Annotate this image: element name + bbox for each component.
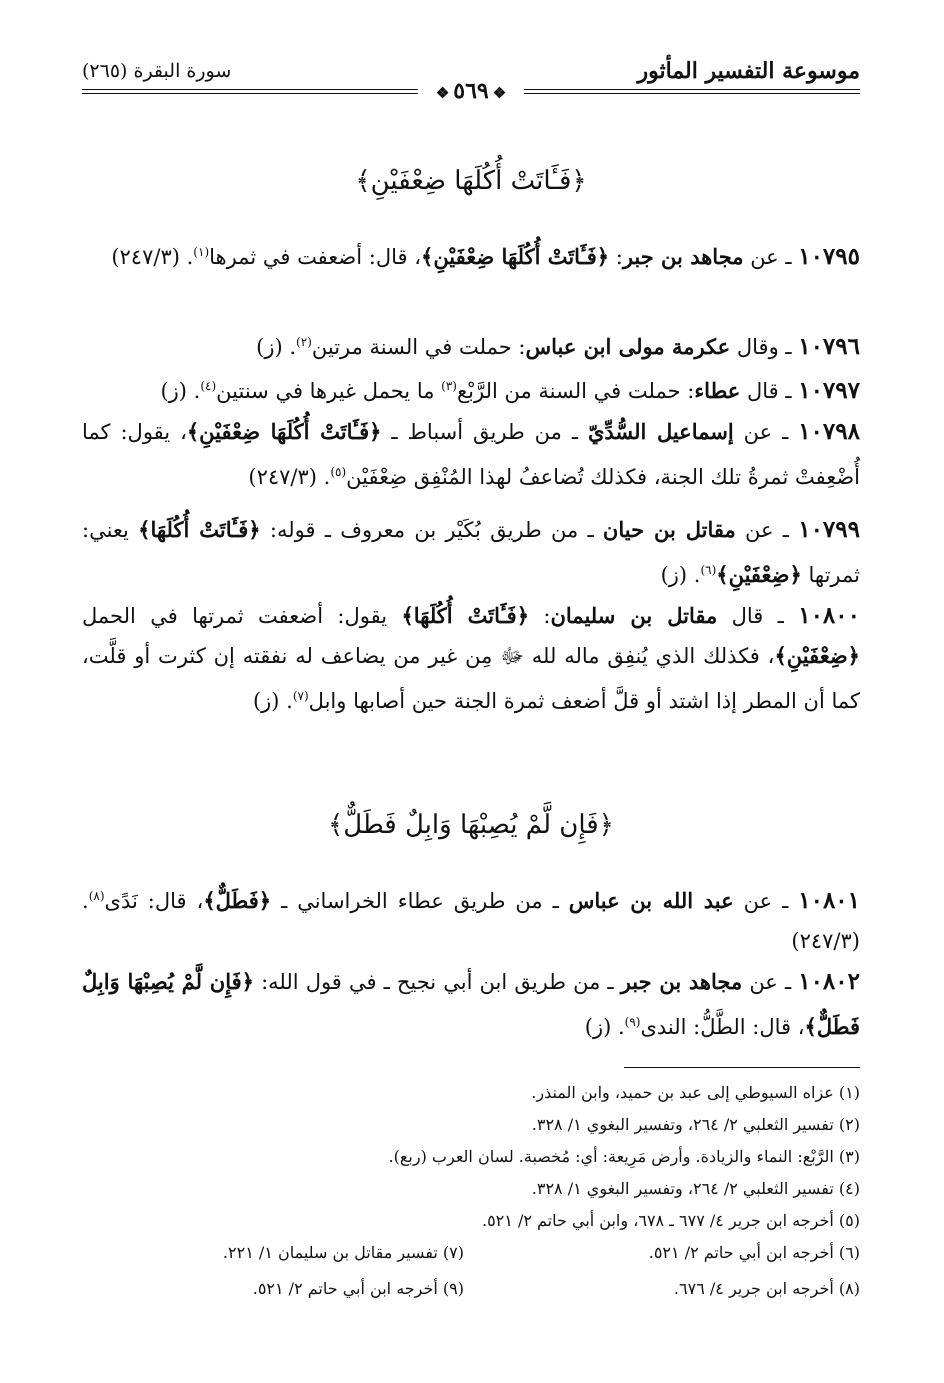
text-run: ، قال: أضعفت في ثمرها [209, 245, 422, 269]
text-run: ـ من طريق بُكَيْر بن معروف ـ قوله: [260, 518, 603, 542]
text-run: ـ وقال [730, 335, 799, 359]
text-run: ، قال: نَدًى [104, 889, 204, 913]
volume-page-ref: (٢٤٧/٣) [248, 465, 317, 489]
footnote-marker: (٨) [88, 889, 105, 903]
footnote: (٥) أخرجه ابن جرير ٤/ ٦٧٧ ـ ٦٧٨، وابن أبي حاتم ٢/ ٥٢١. [481, 1211, 860, 1230]
paragraph [82, 876, 860, 961]
text-run: ، قال: الطَّلُّ: الندى [640, 1015, 805, 1039]
text-run: ما يحمل غيرها في سنتين [216, 379, 442, 403]
paragraph [82, 596, 860, 721]
running-header [82, 52, 860, 102]
text-run: . [82, 889, 89, 913]
narrator-name: عكرمة مولى ابن عباس [525, 334, 731, 359]
section-heading: ﴿فَإِن لَّمْ يُصِبْهَا وَابِلٌ فَطَلٌّ﴾ [328, 810, 614, 840]
text-run: ـ عن [733, 889, 799, 913]
text-run: : [609, 245, 623, 269]
narrator-name: مجاهد بن جبر [620, 969, 743, 994]
entry-number: ١٠٨٠٢ [798, 968, 860, 995]
narrator-name: عطاء [694, 378, 741, 403]
footnote: (٣) الرَّبْع: النماء والزيادة. وأرض مَرِيعة: أي: مُخصبة. لسان العرب (ربع). [388, 1147, 860, 1166]
text-run: . (ز) [660, 563, 701, 587]
quran-quote: ﴿فَـَٔاتَتْ أُكُلَهَا﴾ [401, 603, 530, 628]
entry-number: ١٠٧٩٨ [798, 418, 860, 445]
volume-page-ref: (٢٤٧/٣) [111, 245, 180, 269]
quran-quote: ﴿ضِعْفَيْنِ﴾ [716, 562, 802, 587]
text-run: . (ز) [584, 1015, 625, 1039]
footnote: (٨) أخرجه ابن جرير ٤/ ٦٧٦. [673, 1279, 860, 1298]
paragraph [82, 366, 860, 411]
footnote-marker: (٦) [700, 563, 717, 577]
entry-number: ١٠٧٩٦ [798, 333, 860, 360]
paragraph [82, 962, 860, 1047]
footnote: (٢) تفسير الثعلبي ٢/ ٢٦٤، وتفسير البغوي ١/ ٣٢٨. [531, 1115, 860, 1134]
entry-number: ١٠٧٩٥ [798, 243, 860, 270]
text-run: : [529, 604, 551, 628]
narrator-name: عبد الله بن عباس [568, 888, 734, 913]
text-run: . [316, 465, 331, 489]
narrator-name: إسماعيل السُّدِّيّ [587, 419, 734, 444]
text-run: ، يقول: كما أُضْعِفتْ ثمرةُ تلك الجنة، فكذلك تُضاعفُ لهذا المُنْفِق ضِعْفَيْن [82, 420, 860, 489]
quran-quote: ﴿فَـَٔاتَتْ أُكُلَهَا ضِعْفَيْنِ﴾ [186, 419, 382, 444]
footnote-marker: (٥) [330, 465, 347, 479]
text-run: يعني: ثمرتها [82, 518, 860, 587]
footnote-marker: (٩) [624, 1015, 641, 1029]
text-run: يقول: أضعفت ثمرتها في الحمل [82, 604, 402, 628]
footnote: (٧) تفسير مقاتل بن سليمان ١/ ٢٢١. [222, 1243, 464, 1262]
text-run: ـ قال [717, 604, 799, 628]
paragraph [82, 232, 860, 277]
entry-number: ١٠٨٠٠ [798, 602, 860, 629]
text-run: ـ عن [743, 245, 799, 269]
page-number-block [418, 78, 524, 104]
footnote: (١) عزاه السيوطي إلى عبد بن حميد، وابن المنذر. [531, 1083, 860, 1102]
quran-quote: ﴿ضِعْفَيْنِ﴾ [774, 643, 860, 668]
text-run: ، فكذلك الذي يُنفِق ماله لله ﷻ مِن غير من يضاعف له نفقته إن كثرت أو قلَّت، كما أن المطر إذا اشتد أو قلَّ أضعف ثمرة الجنة حين أصابها وابل [82, 644, 860, 713]
footnote-marker: (٧) [292, 689, 309, 703]
footnote: (٩) أخرجه ابن أبي حاتم ٢/ ٥٢١. [252, 1279, 464, 1298]
footnote: (٦) أخرجه ابن أبي حاتم ٢/ ٥٢١. [648, 1243, 860, 1262]
text-run: : حملت في السنة مرتين [311, 335, 526, 359]
entry-number: ١٠٧٩٩ [798, 516, 860, 543]
footnote-marker: (٣) [441, 379, 457, 393]
entry-number: ١٠٧٩٧ [798, 377, 860, 404]
text-run: ـ من طريق أسباط ـ [381, 420, 588, 444]
book-title: موسوعة التفسير المأثور [637, 58, 860, 84]
text-run: ـ عن [742, 970, 799, 994]
paragraph [82, 412, 860, 497]
ornament-icon: ❖ [435, 84, 450, 102]
narrator-name: مجاهد بن جبر [622, 244, 744, 269]
text-run: ـ من طريق ابن أبي نجيح ـ في قول الله: [253, 970, 621, 994]
surah-reference: سورة البقرة (٢٦٥) [82, 60, 232, 82]
quran-quote: ﴿فَإِن لَّمْ يُصِبْهَا وَابِلٌ فَطَلٌّ﴾ [82, 969, 860, 1039]
quran-quote: ﴿فَـَٔاتَتْ أُكُلَهَا ضِعْفَيْنِ﴾ [421, 244, 610, 269]
quran-quote: ﴿فَطَلٌّ﴾ [203, 888, 272, 913]
narrator-name: مقاتل بن حيان [602, 517, 736, 542]
text-run: ـ عن [733, 420, 799, 444]
section-heading: ﴿فَـَٔاتَتْ أُكُلَهَا ضِعْفَيْنِ﴾ [355, 166, 587, 196]
paragraph [82, 322, 860, 367]
footnote-marker: (١) [193, 245, 210, 259]
text-run: . (ز) [252, 689, 293, 713]
text-run: ـ قال [740, 379, 799, 403]
page-number: ٥٦٩ [453, 78, 489, 104]
volume-page-ref: (٢٤٧/٣) [791, 929, 860, 953]
quran-quote: ﴿فَـَٔاتَتْ أُكُلَهَا﴾ [138, 517, 261, 542]
footnote-marker: (٢) [296, 335, 312, 349]
text-run: . (ز) [160, 379, 201, 403]
ornament-icon: ❖ [492, 84, 507, 102]
text-run: ـ عن [735, 518, 799, 542]
text-run: . (ز) [256, 335, 297, 359]
text-run: ـ من طريق عطاء الخراساني ـ [271, 889, 569, 913]
text-run: . [179, 245, 194, 269]
footnote-marker: (٤) [200, 379, 217, 393]
footnote: (٤) تفسير الثعلبي ٢/ ٢٦٤، وتفسير البغوي ١/ ٣٢٨. [531, 1179, 860, 1198]
footnote-rule [624, 1067, 860, 1068]
narrator-name: مقاتل بن سليمان [550, 603, 718, 628]
text-run: : حملت في السنة من الرَّبْع [456, 379, 695, 403]
paragraph [82, 510, 860, 595]
entry-number: ١٠٨٠١ [798, 887, 861, 914]
